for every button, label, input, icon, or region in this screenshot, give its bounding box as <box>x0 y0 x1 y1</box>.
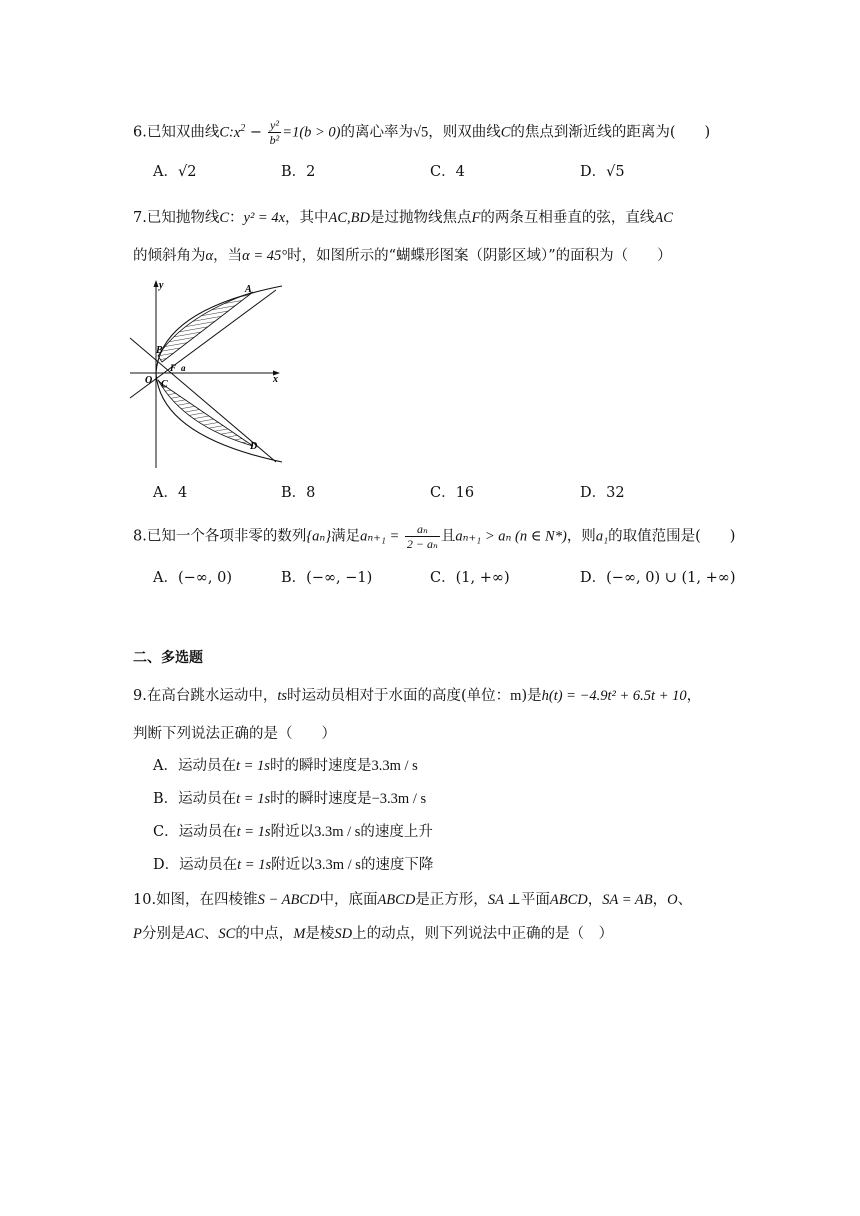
q7-option-d <box>580 483 625 503</box>
option-math: t = 1s <box>236 791 271 807</box>
q9-stem-line1 <box>133 686 701 706</box>
q8-a1: a₁ <box>595 528 609 545</box>
q8-text: 已知一个各项非零的数列 <box>146 528 307 545</box>
q7-alpha: α <box>205 248 214 264</box>
q8-text: 满足 <box>331 528 361 545</box>
q6-text-a: 已知双曲线 <box>146 124 220 141</box>
q9-ts: ts <box>277 688 288 704</box>
q10-math: ABCD <box>377 892 416 908</box>
label-alpha: a <box>181 363 186 373</box>
q8-number: 8. <box>133 528 147 545</box>
q10-number: 10. <box>133 892 157 908</box>
q10-math: P <box>133 926 142 942</box>
q6-x2: $x^2$ <box>233 122 246 141</box>
q9-text: ， <box>686 688 702 704</box>
q7-text: 已知抛物线 <box>146 210 220 226</box>
q9-text: 时运动员相对于水面的高度(单位： <box>287 688 511 704</box>
q8-option-b <box>281 568 372 588</box>
q10-math: SA = AB <box>602 892 653 908</box>
label-b-point: B <box>156 345 163 356</box>
option-value: 8 <box>306 485 316 501</box>
q7-text: ，其中 <box>285 210 329 226</box>
option-math: t = 1s <box>237 857 272 873</box>
q9-number: 9. <box>133 688 147 704</box>
q6-text-d: 的焦点到渐近线的距离为( ) <box>510 124 711 141</box>
q6-cond: =1(b > 0) <box>282 124 341 141</box>
option-value: 4 <box>177 485 188 501</box>
label-x: x <box>273 374 278 385</box>
q9-option-a <box>153 756 418 776</box>
option-text: 运动员在 <box>179 857 238 873</box>
option-label: D． <box>580 164 607 180</box>
label-o-point: O <box>145 375 153 386</box>
q10-math: SA ⊥ <box>487 892 521 908</box>
q8-text: 的取值范围是( ) <box>608 528 736 545</box>
q9-option-c <box>153 822 433 842</box>
label-c-point: C <box>161 379 168 390</box>
option-label: A． <box>153 758 178 774</box>
option-math: −3.3m / s <box>371 791 427 807</box>
section-title: 二、多选题 <box>133 650 203 666</box>
option-label: D． <box>580 485 607 501</box>
q7-option-c <box>430 483 474 503</box>
q10-math: AC <box>185 926 204 942</box>
q8-option-d <box>580 568 735 588</box>
butterfly-figure <box>126 276 286 472</box>
q10-math: SC <box>218 926 236 942</box>
q7-text: ，当 <box>213 248 243 264</box>
q7-option-b <box>281 483 315 503</box>
option-value: 32 <box>606 485 625 501</box>
q6-text-c: ，则双曲线 <box>428 124 501 141</box>
q8-frac-num: aₙ <box>405 522 440 537</box>
q7-text: 的倾斜角为 <box>133 248 206 264</box>
option-label: B． <box>153 791 179 807</box>
option-label: A． <box>153 570 178 586</box>
q6-text-b: 的离心率为 <box>340 124 414 141</box>
q10-math: SD <box>334 926 353 942</box>
q6-frac-num: y² <box>268 118 282 133</box>
q6-stem: 6.已知双曲线$C:x^2$ − $\frac{\text{y²}}{\text{b²}}$ =1(b > 0)的离心率为√5，则双曲线C的焦点到渐近线的距离为( ) <box>133 118 711 147</box>
q6-option-c <box>430 162 465 182</box>
option-value: (−∞, −1) <box>306 570 373 586</box>
option-label: B． <box>281 570 307 586</box>
q7-stem-line2 <box>133 246 672 266</box>
label-d-point: D <box>250 441 258 452</box>
q7-number: 7. <box>133 210 147 226</box>
q9-option-d <box>153 855 433 875</box>
option-text: 时的瞬时速度是 <box>270 791 372 807</box>
option-text: 的速度下降 <box>360 857 434 873</box>
option-text: 附近以 <box>270 824 315 840</box>
q10-text: 是棱 <box>305 926 335 942</box>
option-label: B． <box>281 164 307 180</box>
q10-text: 是正方形， <box>415 892 488 908</box>
q9-func: h(t) = −4.9t² + 6.5t + 10 <box>541 688 687 704</box>
option-math: 3.3m / s <box>314 824 361 840</box>
q9-text: )是 <box>521 688 542 704</box>
q6-option-a <box>153 162 196 182</box>
q10-math: M <box>293 926 306 942</box>
upper-shaded-region <box>158 292 253 362</box>
q10-text: 、 <box>203 926 219 942</box>
q6-curve: C <box>219 124 230 141</box>
q8-seq: {aₙ} <box>306 528 332 545</box>
option-value: 2 <box>306 164 316 180</box>
option-value: 16 <box>455 485 475 501</box>
q7-text: 时，如图所示的“蝴蝶形图案（阴影区域）”的面积为（ ） <box>287 248 672 264</box>
option-text: 运动员在 <box>178 824 237 840</box>
q7-eq: y² = 4x <box>243 210 286 226</box>
q8-fraction <box>405 522 440 551</box>
q10-stem-line1 <box>133 890 692 910</box>
q10-text: 、 <box>677 892 693 908</box>
option-label: A． <box>153 485 178 501</box>
option-label: D． <box>153 857 180 873</box>
q10-text: 分别是 <box>141 926 186 942</box>
label-f-point: F <box>170 363 177 373</box>
option-label: C． <box>430 485 456 501</box>
q8-text: 且 <box>440 528 456 545</box>
q6-fraction <box>268 118 282 147</box>
option-label: C． <box>430 164 456 180</box>
q7-chords: AC,BD <box>328 210 371 226</box>
q10-text: 平面 <box>520 892 550 908</box>
q8-option-c <box>430 568 510 588</box>
q8-stem <box>133 522 735 551</box>
q9-text: 在高台跳水运动中， <box>146 688 278 704</box>
label-y: y <box>159 280 164 291</box>
q10-math: O <box>667 892 678 908</box>
q6-ecc: √5 <box>413 124 429 141</box>
option-text: 附近以 <box>271 857 315 873</box>
q9-option-b <box>153 789 426 809</box>
option-label: A． <box>153 164 178 180</box>
option-label: D． <box>580 570 607 586</box>
option-math: t = 1s <box>235 758 270 774</box>
q10-text: ， <box>587 892 603 908</box>
q6-curve2: C <box>500 124 511 141</box>
y-axis-arrow <box>154 280 159 287</box>
q7-text: 的两条互相垂直的弦，直线 <box>480 210 655 226</box>
option-math: 3.3m / s <box>371 758 418 774</box>
label-a-point: A <box>245 284 252 295</box>
q10-text: 上的动点，则下列说法中正确的是（ ） <box>352 926 614 942</box>
option-text: 的速度上升 <box>360 824 433 840</box>
option-math: t = 1s <box>236 824 271 840</box>
q10-text: ， <box>652 892 668 908</box>
option-label: B． <box>281 485 307 501</box>
q10-stem-line2 <box>133 924 613 944</box>
q10-text: 中，底面 <box>319 892 378 908</box>
option-value: 4 <box>455 164 465 180</box>
option-text: 运动员在 <box>177 758 236 774</box>
option-label: C． <box>153 824 179 840</box>
option-label: C． <box>430 570 456 586</box>
q6-option-b <box>281 162 315 182</box>
q8-frac-den: 2 − aₙ <box>406 537 438 551</box>
option-value: (−∞, 0) ∪ (1, +∞) <box>606 570 736 586</box>
option-value: √2 <box>177 164 197 180</box>
q7-focus: F <box>471 210 481 226</box>
q8-ineq: aₙ₊₁ > aₙ (n ∈ N*) <box>455 528 567 545</box>
option-text: 时的瞬时速度是 <box>269 758 372 774</box>
option-value: √5 <box>606 164 625 180</box>
q10-math: ABCD <box>549 892 588 908</box>
q6-frac-den: b² <box>269 133 280 147</box>
q6-colon: : <box>229 124 234 141</box>
q7-option-a <box>153 483 187 503</box>
q7-text: 是过抛物线焦点 <box>370 210 472 226</box>
q10-text: 如图，在四棱锥 <box>156 892 258 908</box>
q7-text: ： <box>229 210 244 226</box>
q6-option-d <box>580 162 625 182</box>
q8-option-a <box>153 568 232 588</box>
q10-text: 的中点， <box>235 926 294 942</box>
q9-stem-line2: 判断下列说法正确的是（ ） <box>133 726 336 742</box>
option-math: 3.3m / s <box>314 857 361 873</box>
option-value: (−∞, 0) <box>177 570 232 586</box>
q7-curve: C <box>219 210 230 226</box>
q10-math: S − ABCD <box>257 892 320 908</box>
option-value: (1, +∞) <box>455 570 510 586</box>
q8-text: ，则 <box>566 528 596 545</box>
q8-lhs: aₙ₊₁ = <box>360 528 400 545</box>
q7-cond: α = 45° <box>242 248 288 264</box>
option-text: 运动员在 <box>178 791 237 807</box>
q7-stem-line1 <box>133 208 673 228</box>
q9-unit: m <box>510 688 522 704</box>
q6-number: 6. <box>133 124 147 141</box>
q7-line-ac: AC <box>654 210 673 226</box>
